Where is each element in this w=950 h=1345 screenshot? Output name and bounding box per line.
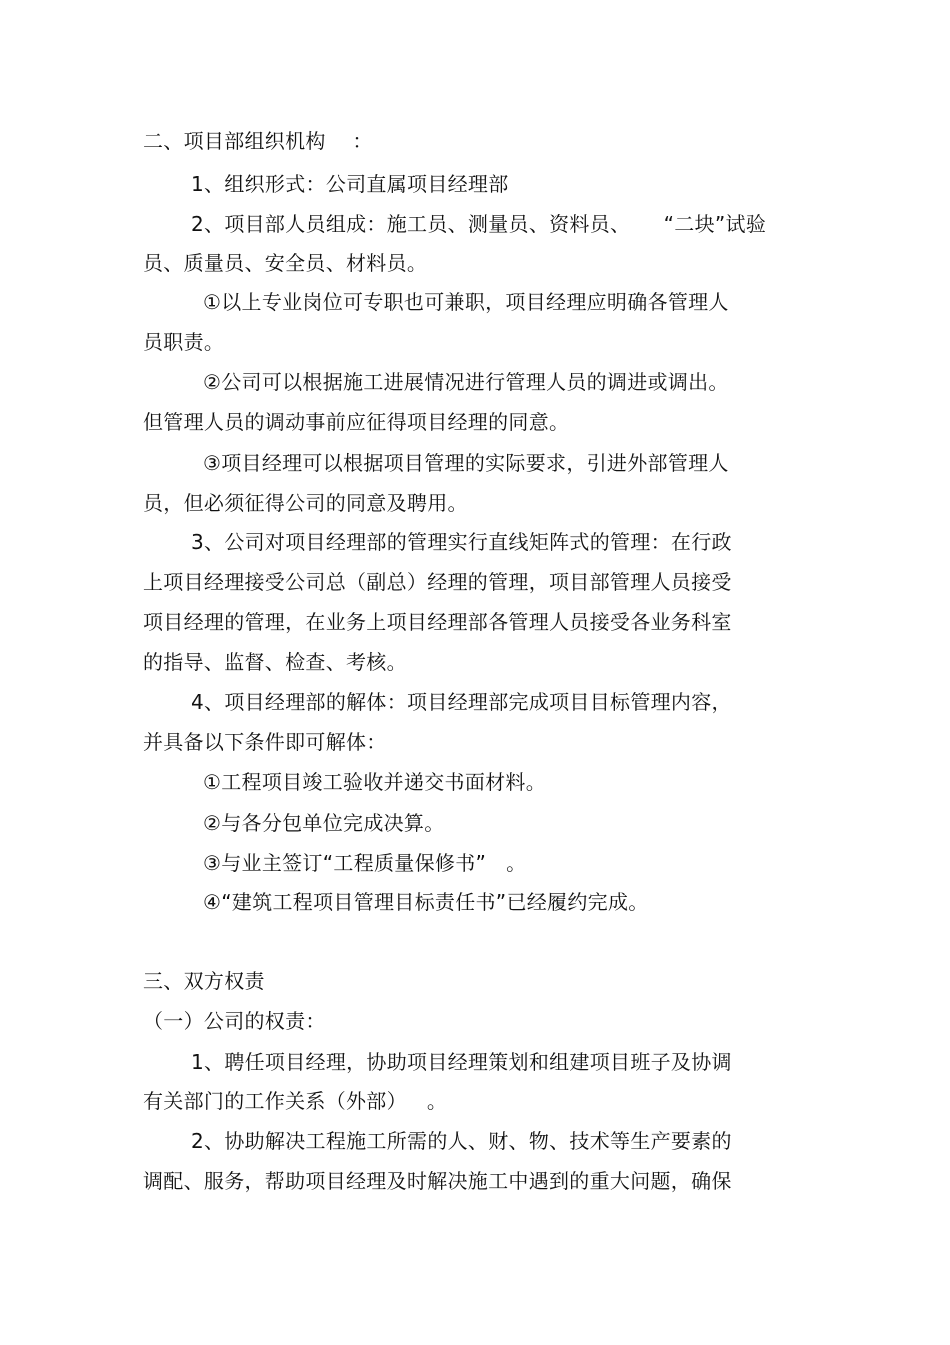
paragraph-line: 项目经理的管理，在业务上项目经理部各管理人员接受各业务科室	[143, 610, 732, 634]
paragraph-line: 员职责。	[143, 330, 225, 354]
paragraph-line: 员、质量员、安全员、材料员。	[143, 251, 428, 275]
paragraph-line: 3、公司对项目经理部的管理实行直线矩阵式的管理：在行政	[191, 530, 732, 554]
paragraph-line: 的指导、监督、检查、考核。	[143, 650, 407, 674]
list-item: ④“建筑工程项目管理目标责任书”已经履约完成。	[203, 890, 649, 914]
section-heading: 二、项目部组织机构 ：	[143, 129, 373, 153]
paragraph-line: 4、项目经理部的解体：项目经理部完成项目目标管理内容，	[191, 690, 732, 714]
list-item: ③与业主签订“工程质量保修书” 。	[203, 851, 527, 875]
paragraph-line: 但管理人员的调动事前应征得项目经理的同意。	[143, 410, 570, 434]
paragraph-line: 1、聘任项目经理，协助项目经理策划和组建项目班子及协调	[191, 1050, 732, 1074]
paragraph-line: 有关部门的工作关系（外部） 。	[143, 1089, 448, 1113]
section-heading: 三、双方权责	[143, 969, 265, 993]
paragraph-line: ③项目经理可以根据项目管理的实际要求，引进外部管理人	[203, 451, 729, 475]
paragraph-line: ②公司可以根据施工进展情况进行管理人员的调进或调出。	[203, 370, 729, 394]
paragraph-line: 员，但必须征得公司的同意及聘用。	[143, 491, 468, 515]
subsection-heading: （一）公司的权责：	[143, 1009, 326, 1033]
paragraph-line: 1、组织形式：公司直属项目经理部	[191, 172, 509, 196]
paragraph-line: 2、协助解决工程施工所需的人、财、物、技术等生产要素的	[191, 1129, 732, 1153]
paragraph-line: 并具备以下条件即可解体：	[143, 730, 387, 754]
paragraph-line: 2、项目部人员组成：施工员、测量员、资料员、 “二块”试验	[191, 212, 767, 236]
list-item: ①工程项目竣工验收并递交书面材料。	[203, 770, 547, 794]
paragraph-line: 上项目经理接受公司总（副总）经理的管理，项目部管理人员接受	[143, 570, 732, 594]
paragraph-line: ①以上专业岗位可专职也可兼职，项目经理应明确各管理人	[203, 290, 729, 314]
list-item: ②与各分包单位完成决算。	[203, 811, 445, 835]
paragraph-line: 调配、服务，帮助项目经理及时解决施工中遇到的重大问题，确保	[143, 1169, 732, 1193]
